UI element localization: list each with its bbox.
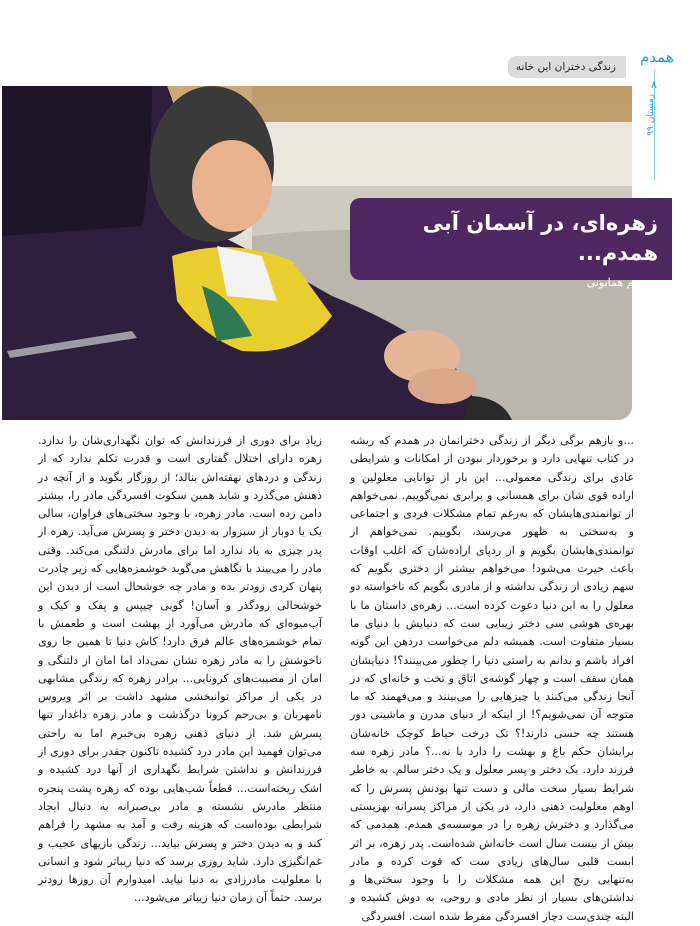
- article-title: زهره‌ای، در آسمان آبی همدم...: [422, 211, 658, 265]
- author-line: [360, 276, 658, 289]
- article-text-left: زیاد برای دوری از فرزندانش که توان نگهداری‌شان را ندارد. زهره دارای اختلال گفتاری است و قدرت تکلم ندارد که از زندگی و دردهای نهفته‌اش بنالد؛ از روزگار بگوید و از آنچه در ذهنش می‌گذرد و شاید همین سکوت افسردگی مادر را، بیشتر دامن زده است. مادر زهره، با وجود سختی‌های فراوان، سالی یک یا دوبار از سبزوار به دیدن دختر و پسرش می‌آید. زهره از پدر چیزی به یاد ندارد اما برای مادرش دلتنگی می‌کند. وقتی مادر را می‌بیند با نگاهش می‌گوید خوشمزه‌هایی که زیر چادرت پنهان کردی زودتر بده و مادر چه خوشحال است از دیدن این خوشحالی زودگذر و آسان! گویی چیپس و پفک و کیک و آب‌میوه‌ای که مادرش می‌آورد از بهشت است و طعمش با تمام خوشمزه‌های عالم فرق دارد! کاش دنیا تا همین جا روی ناخوشش را به مادر زهره نشان نمی‌داد اما امان از دلتنگی و امان از مصیبت‌های کرونایی... برادر زهره که زندگی مشابهی در یکی از مراکز توانبخشی مشهد داشت بر اثر ویروس نامهربان و بی‌رحم کرونا درگذشت و مادر زهره داغدار تنها پسرش شد. از دنیای ذهنی زهره بی‌خبرم اما به راحتی می‌توان فهمید این مادر درد کشیده تاکنون چقدر برای دوری از فرزندانش و نداشتن شرایط نگهداری از آنها درد کشیده و اشک ریخته‌است... قطعاً شب‌هایی بوده که زهره پشت پنجره منتظر مادرش نشسته و مادر بی‌صبرانه به دنبال ایجاد شرایطی بوده‌است که هزینه رفت و آمد به مشهد را فراهم کند و به دیدن دختر و پسرش بیاید... زندگی بازیهای عجیب و غم‌انگیزی دارد. شاید روزی برسد که دنیا زیباتر شود و انسانی با معلولیت مادرزادی به دنیا نیاید. امیدوارم آن روزها زودتر برسد. حتماً آن زمان دنیا زیباتر می‌شود...: [38, 434, 322, 905]
- issue-label-rail: [646, 94, 662, 174]
- author-name: مریم همایونی: [586, 276, 649, 289]
- dot-icon: [653, 281, 658, 286]
- article-title-box: [350, 198, 672, 289]
- section-tab: زندگی دختران این خانه: [508, 56, 626, 78]
- article-column-right: [350, 432, 634, 926]
- page-number: ۸: [651, 78, 657, 91]
- article-text-right: ...و بازهم برگی دیگر از زندگی دخترانمان در همدم که ریشه در کتاب تنهایی دارد و برخوردار نبودن از امکانات و شرایطی عادی برای زندگی معمولی... این بار از توانایی معلولین و اراده قوی شان برای همسانی و برابری نمی‌گوییم. نمی‌خواهم از توانمندی‌هایشان که به‌رغم تمام مشکلات فردی و اجتماعی و به‌سختی به ظهور می‌رسد، بگوییم. نمی‌خواهم از توانمندی‌هایشان بگویم و از ردپای اراده‌شان که اغلب اوقات باعث حیرت می‌شود! می‌خواهم بیشتر از دختری بگویم که سهم زیادی از زندگی نداشته و از مادری بگویم که ناخواسته دو معلول را به این دنیا دعوت کرده است... زهره‌ی داستان ما با بهره‌ی هوشی سی دختر زیبایی ست که دنیایش با دنیای ما بسیار متفاوت است. همیشه دلم می‌خواست درذهن این گونه افراد باشم و بدانم به راستی دنیا را چطور می‌بینند؟! دنیایشان همان سقف است و چهار گوشه‌ی اتاق و تخت و خانه‌ای که در آنجا زندگی می‌کنند یا چیزهایی را می‌بینند و می‌فهمند که ما متوجه آن نمی‌شویم؟! از اینکه از دنیای مدرن و ماشینی دور هستند چه حسی دارند!؟ تک درخت حیاط کوچک خانه‌شان برایشان حکم باغ و بهشت را دارد یا نه...؟ مادر زهره سه فرزند دارد. یک دختر و پسر معلول و یک دختر سالم. به خاطر شرایط بسیار سخت مالی و دست تنها بودنش پسرش را که اوهم معلولیت ذهنی دارد، در یکی از مراکز پسرانه بهزیستی می‌گذارد و دخترش زهره را در موسسه‌ی همدم. همدمی که بیش از بیست سال است خانه‌اش شده‌است. پدر زهره، بر اثر ابست قلبی سال‌های زیادی ست که فوت کرده و مادر به‌تنهایی رنج این همه مشکلات را با وجود سختی‌ها و نداشتن‌های بسیار از نظر مادی و روحی، به دوش کشیده و البته چندی‌ست دچار افسردگی مفرط شده است. افسردگی: [350, 434, 634, 923]
- magazine-logo: همدم: [640, 48, 674, 66]
- issue-label: زمستان ۹۹: [646, 94, 656, 136]
- article-column-left: [38, 432, 322, 908]
